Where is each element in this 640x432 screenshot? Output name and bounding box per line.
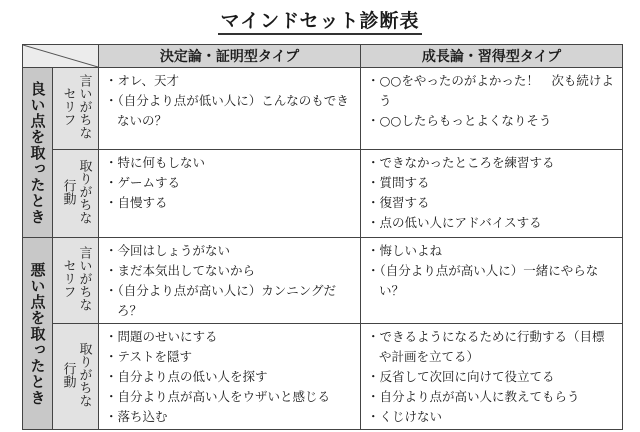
row-label-bottom: セリフ	[60, 87, 76, 126]
table-row	[23, 238, 623, 324]
growth-mindset-cell	[361, 68, 623, 150]
column-header-growth: 成長論・習得型タイプ	[361, 45, 623, 68]
list-item: ・ 点の低い人にアドバイスする	[367, 213, 616, 233]
list-item: ・ ゲームする	[105, 173, 354, 193]
group-label: 悪い点を取ったとき	[23, 238, 53, 430]
list-item: ・ 問題のせいにする	[105, 327, 354, 347]
row-label	[53, 68, 99, 150]
corner-cell	[23, 45, 99, 68]
fixed-mindset-cell	[99, 324, 361, 430]
row-label	[53, 238, 99, 324]
row-label-bottom: 行動	[60, 178, 76, 205]
list-item: ・ 自分より点が高い人をウザいと感じる	[105, 387, 354, 407]
list-item: ・ 落ち込む	[105, 407, 354, 427]
list-item: ・ 自慢する	[105, 193, 354, 213]
mindset-table	[22, 44, 623, 430]
fixed-mindset-cell	[99, 150, 361, 238]
row-label-bottom: セリフ	[60, 259, 76, 298]
growth-mindset-cell	[361, 238, 623, 324]
row-label	[53, 324, 99, 430]
list-item: ・ ○○をやったのがよかった！ 次も続けよう	[367, 71, 616, 111]
list-item: ・ オレ、天才	[105, 71, 354, 91]
fixed-mindset-cell	[99, 68, 361, 150]
row-label-top: 言いがちな	[76, 246, 92, 311]
table-row	[23, 150, 623, 238]
list-item: ・ 今回はしょうがない	[105, 241, 354, 261]
table-row	[23, 68, 623, 150]
list-item: ・ テストを隠す	[105, 347, 354, 367]
growth-mindset-cell	[361, 324, 623, 430]
list-item: ・ できるようになるために行動する（目標や計画を立てる）	[367, 327, 616, 367]
list-item: ・ 復習する	[367, 193, 616, 213]
list-item: ・ まだ本気出してないから	[105, 261, 354, 281]
list-item: ・ （自分より点が高い人に）カンニングだろ？	[105, 281, 354, 321]
list-item: ・ 自分より点の低い人を探す	[105, 367, 354, 387]
row-label-bottom: 行動	[60, 361, 76, 388]
list-item: ・ 反省して次回に向けて役立てる	[367, 367, 616, 387]
group-label: 良い点を取ったとき	[23, 68, 53, 238]
list-item: ・ （自分より点が高い人に）一緒にやらない？	[367, 261, 616, 301]
list-item: ・ ○○したらもっとよくなりそう	[367, 111, 616, 131]
row-label	[53, 150, 99, 238]
list-item: ・ 悔しいよね	[367, 241, 616, 261]
list-item: ・ くじけない	[367, 407, 616, 427]
page-title: マインドセット診断表	[0, 6, 640, 33]
row-label-top: 取りがちな	[76, 342, 92, 407]
growth-mindset-cell	[361, 150, 623, 238]
list-item: ・ 特に何もしない	[105, 153, 354, 173]
list-item: ・ できなかったところを練習する	[367, 153, 616, 173]
row-label-top: 言いがちな	[76, 74, 92, 139]
row-label-top: 取りがちな	[76, 159, 92, 224]
list-item: ・ 質問する	[367, 173, 616, 193]
list-item: ・ （自分より点が低い人に）こんなのもできないの？	[105, 91, 354, 131]
table-row	[23, 324, 623, 430]
column-header-fixed: 決定論・証明型タイプ	[99, 45, 361, 68]
list-item: ・ 自分より点が高い人に教えてもらう	[367, 387, 616, 407]
fixed-mindset-cell	[99, 238, 361, 324]
